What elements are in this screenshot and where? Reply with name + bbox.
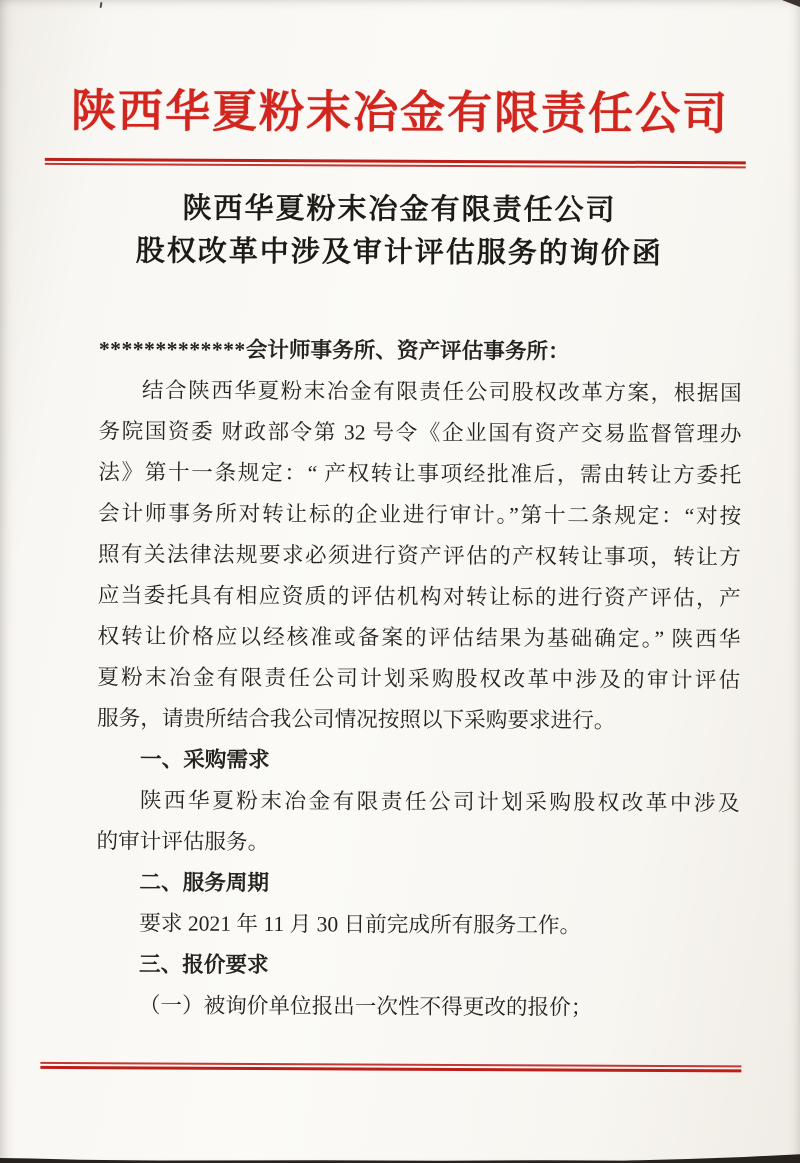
section-heading: 三、报价要求 <box>139 952 269 978</box>
body-line: 结合陕西华夏粉末冶金有限责任公司股权改革方案，根据国 <box>141 378 742 406</box>
body-line: 务院国资委 财政部令第 32 号令《企业国有资产交易监督管理办 <box>98 419 742 447</box>
redacted-asterisks: ************* <box>98 337 246 362</box>
document-title <box>0 187 800 277</box>
salutation-line <box>99 329 742 373</box>
body-line: 服务，请贵所结合我公司情况按照以下采购要求进行。 <box>97 706 616 733</box>
body-line: 权转让价格应以经核准或备案的评估结果为基础确定。” 陕西华 <box>97 624 741 652</box>
body-line: 会计师事务所对转让标的企业进行审计。”第十二条规定：“对按 <box>98 501 742 529</box>
body-line: （一）被询价单位报出一次性不得更改的报价； <box>138 993 593 1020</box>
body-line: 陕西华夏粉末冶金有限责任公司计划采购股权改革中涉及 <box>139 788 740 816</box>
document-body <box>96 329 742 1029</box>
body-line: 照有关法律法规要求必须进行资产评估的产权转让事项，转让方 <box>97 542 741 570</box>
body-line: 夏粉末冶金有限责任公司计划采购股权改革中涉及的审计评估 <box>97 665 741 693</box>
letterhead-divider-rule <box>45 158 746 168</box>
body-line: 法》第十一条规定：“ 产权转让事项经批准后，需由转让方委托 <box>98 460 742 488</box>
section-heading: 二、服务周期 <box>139 870 270 896</box>
salutation-text: 会计师事务所、资产评估事务所： <box>245 337 570 364</box>
letterhead-company: 陕西华夏粉末冶金有限责任公司 <box>70 86 730 140</box>
section-heading: 一、采购需求 <box>140 747 270 773</box>
document-title-line2: 股权改革中涉及审计评估服务的询价函 <box>135 235 663 270</box>
document-title-line1: 陕西华夏粉末冶金有限责任公司 <box>182 192 617 227</box>
body-line: 要求 2021 年 11 月 30 日前完成所有服务工作。 <box>139 911 582 938</box>
footer-rule <box>40 1062 741 1072</box>
body-line: 的审计评估服务。 <box>96 829 270 855</box>
body-line: 应当委托具有相应资质的评估机构对转让标的进行资产评估，产 <box>97 583 741 611</box>
